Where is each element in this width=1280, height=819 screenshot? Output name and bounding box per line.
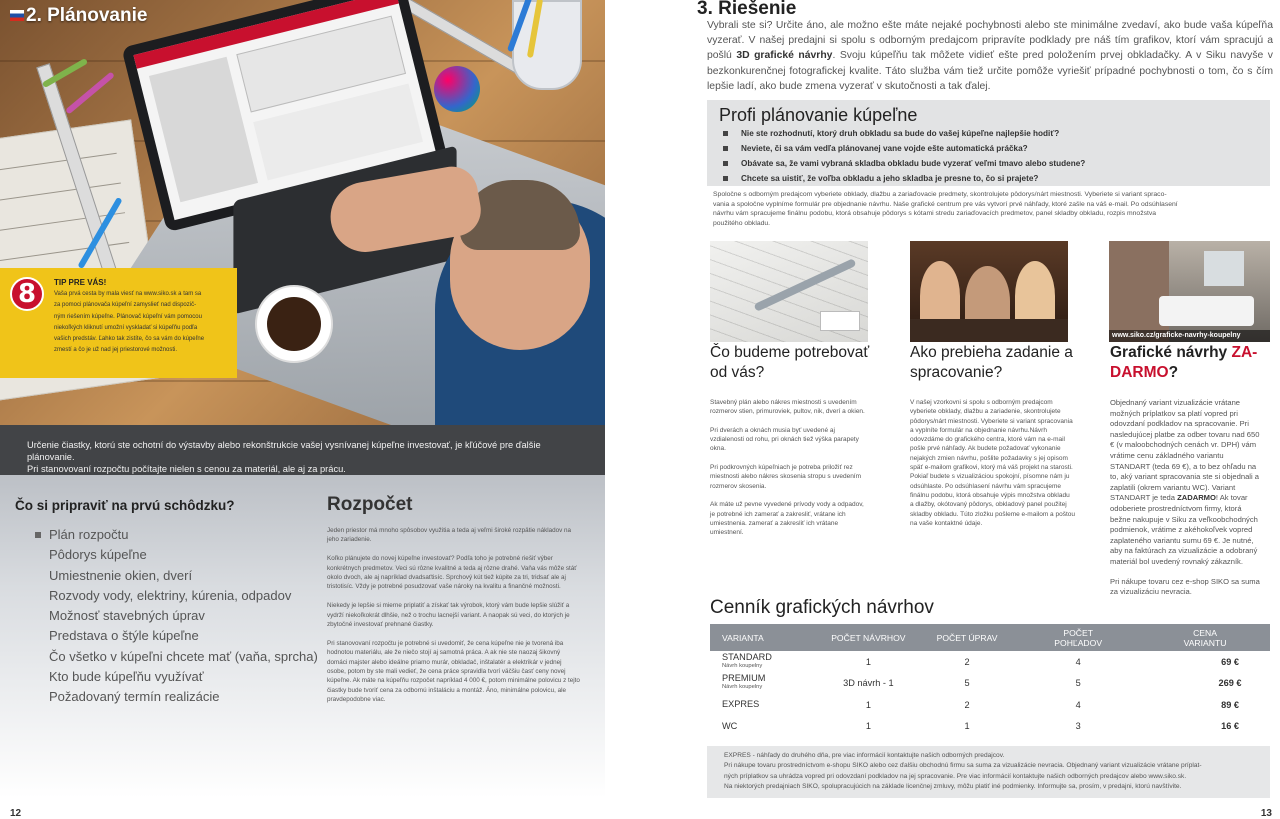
note-line: Pri nákupe tovaru prostredníctvom e-shopu SIKO alebo cez ďalšiu obchodnú firmu sa suma za vizualizácie nevracia. Objednaný variant vizualizácie vrátane príplat- bbox=[724, 762, 1202, 770]
profi-planning-box bbox=[707, 100, 1270, 186]
list-item: Rozvody vody, elektriny, kúrenia, odpadov bbox=[49, 587, 292, 603]
list-item: Obávate sa, že vami vybraná skladba obkladu bude vyzerať veľmi tmavo alebo studene? bbox=[721, 156, 1085, 171]
notes-box bbox=[707, 746, 1270, 798]
tip-box bbox=[0, 268, 237, 378]
note-line: EXPRES - náhľady do druhého dňa, pre viac informácií kontaktujte našich odborných predajcov. bbox=[724, 752, 1005, 759]
table-header: POČET POHĽADOV bbox=[1016, 624, 1140, 651]
meeting-photo bbox=[910, 241, 1068, 342]
table-row: EXPRES 1 2 4 89 € bbox=[722, 699, 1239, 710]
col3-text: Objednaný variant vizualizácie vrátane možných príplatkov sa platí vopred pri odovzdaní podkladov na spracovanie. Pri nasledujúcej platbe za odber tovaru nad 650 € (v maloobchodných cenách vr. DPH) vám vrátime cenu základného variantu STANDART (teda 69 €), a to bez ohľadu na to, aký variant spracovania ste si objednali a zaplatili (okrem variantu WC). Variant STANDART je teda ZADARMO! Ak tovar odoberiete prostredníctvom firmy, ktorá bežne nakupuje v Siku za veľkoobchodných podmienok, vrátime z akéhokoľvek vopred zaplateného variantu sumu 69 €. Je nutné, aby na faktúrach za vizualizácie a odobraný materiál bol uvedený rovnaký zákazník. Pri nákupe tovaru cez e-shop SIKO sa suma za vizualizáciu nevracia. bbox=[1110, 398, 1260, 597]
list-item: Neviete, či sa vám vedľa plánovanej vane vojde ešte automatická práčka? bbox=[721, 141, 1085, 156]
list-item: Kto bude kúpeľňu využívať bbox=[49, 669, 204, 685]
profi-heading: Profi plánovanie kúpeľne bbox=[719, 105, 918, 125]
table-header: POČET ÚPRAV bbox=[918, 624, 1017, 651]
first-step-heading: Čo si pripraviť na prvú schôdzku? bbox=[15, 498, 235, 513]
list-item: Čo všetko v kúpeľni chcete mať (vaňa, sprcha) bbox=[49, 648, 318, 664]
profi-description: Spoločne s odborným predajcom vyberiete obklady, dlažbu a zariaďovacie predmety, skontrolujete pôdorys/nárt miestnosti. Vyberiete si variant spraco- vania a spoločne vyplníme formulár pre objednanie návrhu. Naše grafické centrum pre vás vytvorí prvé náhľady, ktoré zašle na váš e-mail. Po odsúhlasení návrhu vám spracujeme finálnu podobu, ktorá obsahuje pôdorys s kótami stredu zariaďovacích predmetov, panel skladby obkladu, rozpis množstva použitého obkladu. bbox=[713, 191, 1178, 227]
col3-heading: Grafické návrhy ZA- DARMO? bbox=[1110, 344, 1258, 381]
budget-heading: Rozpočet bbox=[327, 494, 413, 515]
table-header: CENA VARIANTU bbox=[1140, 624, 1270, 651]
right-page bbox=[605, 0, 1280, 819]
first-step-list bbox=[35, 525, 318, 708]
list-item: Predstava o štýle kúpeľne bbox=[49, 628, 199, 644]
col2-text: V našej vzorkovni si spolu s odborným predajcom vyberiete obklady, dlažbu a zariadenie, skontrolujete pôdorys/nárt miestnosti. Vyberiete si variant spracovania a vyplníte formulár na objednanie návrhu.Návrh odovzdáme do grafického centra, ktoré vám na e-mail pošle prvé náhľady. Ak budete požadovať vykonanie nejakých zmien návrhu, pošlite požadavky s jej opisom späť e-mailom grafikovi, ktorý má váš projekt na starosti. Pokiaľ budete s vizualizáciou spokojní, písomne nám ju odsúhlaste. Po odsúhlasení návrhu vám spracujeme finálnu podobu, ktorá obsahuje výpis množstva obkladu a dlažby, okótovaný pôdorys, obkladový panel použitej skladby obkladu. Túto zložku pošleme e-mailom a poštou na vaše kontaktné údaje. bbox=[910, 399, 1075, 527]
page-title: 2. Plánovanie bbox=[10, 5, 147, 27]
photo-url-caption: www.siko.cz/graficke-navrhy-koupelny bbox=[1109, 330, 1270, 342]
page-number-right: 13 bbox=[1260, 808, 1272, 819]
col1-heading: Čo budeme potrebovať od vás? bbox=[710, 344, 870, 381]
tip-number-badge: 8 bbox=[10, 277, 44, 311]
list-item: Chcete sa uistiť, že voľba obkladu a jeho skladba je presne to, čo si prajete? bbox=[721, 171, 1085, 186]
note-line: ných príplatkov sa uhrádza vopred pri odovzdaní podkladov na jej spracovanie. Pre viac informácií kontaktujte našich odborných predajcov alebo www.siko.sk. bbox=[724, 772, 1187, 780]
col2-heading: Ako prebieha zadanie a spracovanie? bbox=[910, 344, 1073, 381]
page-number-left: 12 bbox=[10, 808, 22, 819]
table-header: VARIANTA bbox=[710, 624, 819, 651]
rubber-band-ball bbox=[434, 66, 480, 112]
pricing-table bbox=[710, 624, 1270, 737]
list-item: Pôdorys kúpeľne bbox=[49, 547, 147, 563]
tip-text: Vaša prvá cesta by mala viesť na www.siko.sk a tam sa za pomoci plánovača kúpeľní zamyslieť nad dispozič- ným riešením kúpeľne. Plánovač kúpeľní vám pomocou niekoľkých kliknutí umožní vyskladať si kúpeľňu podľa vašich predstáv. Ľahko tak zistíte, čo sa vám do kúpeľne zmestí a čo je už nad jej priestorové možnosti. bbox=[54, 291, 205, 354]
table-row: PREMIUM Návrh koupelny 3D návrh - 1 5 5 269 € bbox=[722, 673, 1242, 691]
slovak-flag-icon bbox=[10, 10, 24, 21]
list-item: Možnosť stavebných úprav bbox=[49, 608, 205, 624]
list-item: Požadovaný termín realizácie bbox=[49, 689, 220, 705]
coffee-cup bbox=[255, 285, 333, 363]
table-row: WC 1 1 3 16 € bbox=[722, 720, 1239, 732]
profi-list bbox=[721, 126, 1085, 186]
drawing-photo bbox=[710, 241, 868, 342]
list-item: Plán rozpočtu bbox=[35, 525, 318, 545]
intro-text: Vybrali ste si? Určite áno, ale možno ešte máte nejaké pochybnosti alebo ste minimálne zvedaví, ako bude vaša kúpeľňa vyzerať. V našej predajni si spolu s odborným predajcom pripravíte podklady pre náš tím grafikov, ktorí vám spracujú a pošlú 3D grafické návrhy. Svoju kúpeľňu tak môžete vidieť ešte pred položením prvej obkladačky. A v Siku navyše v bezkonkurenčnej fotografickej kvalite. Táto služba vám tiež určite pomôže vyriešiť prípadné pochybnosti o tom, čo s čím lepšie ladí, ako bude zmena vyzerať v skutočnosti a tak ďalej. bbox=[707, 20, 1273, 92]
page-title: 3. Riešenie bbox=[697, 0, 797, 19]
table-row: STANDARD Návrh koupelny 1 2 4 69 € bbox=[722, 651, 1239, 669]
list-item: Umiestnenie okien, dverí bbox=[49, 567, 193, 583]
budget-text: Jeden priestor má mnoho spôsobov využitia a teda aj veľmi široké rozpätie nákladov na jeho zariadenie. Koľko plánujete do novej kúpeľne investovať? Podľa toho je potrebné riešiť výber konkrétnych predmetov. Veci sú rôzne kvalitné a teda aj rôzne drahé. Vaňa vás môže stáť okolo dvoch, ale aj napríklad dvadsaťtisíc. Sprchový kút tiež kúpite za tri, tridsať ale aj tristotisíc. Vždy je potrebné posudzovať vaše nároky na kvalitu a finančné možnosti. Niekedy je lepšie si mierne priplatiť a získať tak výrobok, ktorý vám bude lepšie slúžiť a vydrží niekoľkokrát dlhšie, než o trochu lacnejší variant. A naopak sú veci, do ktorých je zbytočné investovať prehnané čiastky. Pri stanovovaní rozpočtu je potrebné si uvedomiť, že cena kúpeľne nie je tvorená iba hodnotou materiálu, ale že niečo stojí aj samotná práca. A ak nie ste naozaj šikovný domáci majster alebo ideálne priamo murár, obkladač, inštalatér a elektrikár v jednej osobe, potom by ste mali vedieť, že cena práce spravidla tvorí väčšiu časť ceny novej kúpeľne. Ak máte na kúpeľňu rozpočet napríklad 4 000 €, potom minimálne polovicu z tejto čiastky bude tvoriť cena za odbornú inštaláciu a montáž. Áno, minimálne polovicu, ale pravdepodobne viac. bbox=[327, 527, 580, 704]
bathroom-photo bbox=[1109, 241, 1270, 342]
table-header: POČET NÁVRHOV bbox=[819, 624, 918, 651]
col1-text: Stavebný plán alebo nákres miestnosti s uvedením rozmerov stien, primuroviek, pultov, nik, dverí a okien. Pri dverách a oknách musia byť uvedené aj vzdialenosti od rohu, pri oknách tiež výška parapety okna. Pri podkrovných kúpeľniach je potreba priložiť rez miestnosti alebo nákres skosenia stropu s uvedením rozmerov skosenia. Ak máte už pevne vyvedené prívody vody a odpadov, je potrebné ich zamerať a zakresliť, vrátane ich umiestnenia. zamerať a zakresliť ich vrátane umiestnení. bbox=[710, 399, 865, 537]
left-body bbox=[0, 475, 605, 798]
note-line: Na niektorých predajniach SIKO, spolupracujúcich na základe licenčnej zmluvy, môžu platiť iné podmienky. Informujte sa, prosím, v predajni, ktorú navštívite. bbox=[724, 782, 1182, 790]
left-page bbox=[0, 0, 605, 819]
pricing-heading: Cenník grafických návrhov bbox=[710, 597, 934, 618]
tip-title: TIP PRE VÁS! bbox=[54, 278, 107, 287]
hero-caption: Určenie čiastky, ktorú ste ochotní do výstavby alebo rekonštrukcie vašej vysnívanej kúpeľne investovať, je kľúčové pre ďalšie plánovanie. Pri stanovovaní rozpočtu počítajte nielen s cenou za materiál, ale aj za prácu. bbox=[0, 425, 605, 475]
list-item: Nie ste rozhodnutí, ktorý druh obkladu sa bude do vašej kúpeľne najlepšie hodiť? bbox=[721, 126, 1085, 141]
